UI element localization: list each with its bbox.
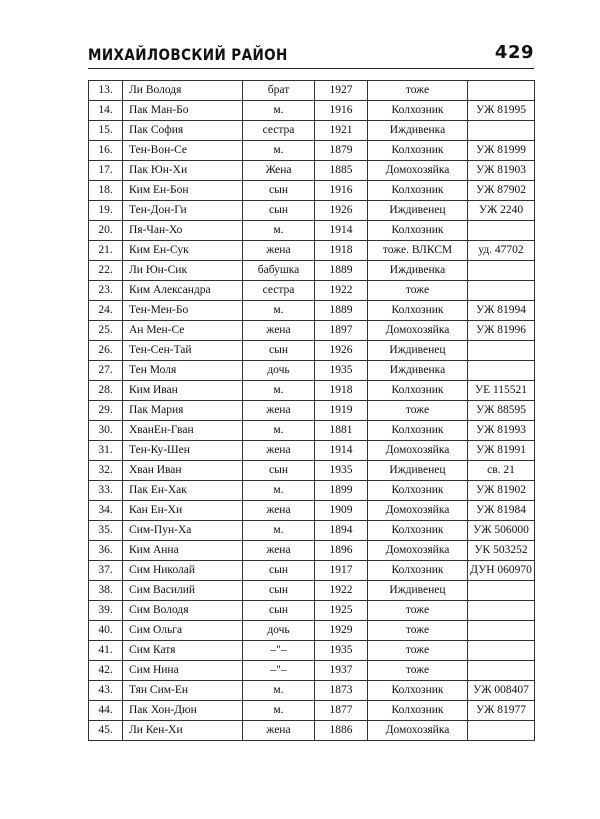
occupation-cell: Домохозяйка	[368, 501, 468, 521]
row-number-cell: 30.	[89, 421, 123, 441]
occupation-cell: Колхозник	[368, 421, 468, 441]
records-table-body	[89, 81, 535, 741]
document-number-cell: УЖ 81994	[468, 301, 535, 321]
table-row	[89, 121, 535, 141]
relation-cell: жена	[243, 401, 315, 421]
person-name-cell: Пак Хон-Дюн	[123, 701, 243, 721]
occupation-cell: тоже	[368, 641, 468, 661]
relation-cell: м.	[243, 101, 315, 121]
birth-year-cell: 1935	[315, 641, 368, 661]
document-number-cell: УЕ 115521	[468, 381, 535, 401]
page-number: 429	[494, 42, 534, 63]
document-number-cell: УЖ 506000	[468, 521, 535, 541]
occupation-cell: Иждивенец	[368, 461, 468, 481]
relation-cell: сын	[243, 201, 315, 221]
relation-cell: м.	[243, 421, 315, 441]
table-row	[89, 401, 535, 421]
person-name-cell: Хван Иван	[123, 461, 243, 481]
person-name-cell: Сим Володя	[123, 601, 243, 621]
birth-year-cell: 1921	[315, 121, 368, 141]
document-number-cell	[468, 721, 535, 741]
relation-cell: сын	[243, 461, 315, 481]
table-row	[89, 301, 535, 321]
row-number-cell: 25.	[89, 321, 123, 341]
row-number-cell: 36.	[89, 541, 123, 561]
table-row	[89, 421, 535, 441]
document-number-cell: уд. 47702	[468, 241, 535, 261]
row-number-cell: 14.	[89, 101, 123, 121]
row-number-cell: 15.	[89, 121, 123, 141]
records-table	[88, 80, 535, 741]
person-name-cell: Тен-Дон-Ги	[123, 201, 243, 221]
occupation-cell: Колхозник	[368, 521, 468, 541]
table-row	[89, 541, 535, 561]
birth-year-cell: 1881	[315, 421, 368, 441]
document-number-cell: УЖ 88595	[468, 401, 535, 421]
occupation-cell: Колхозник	[368, 181, 468, 201]
document-number-cell: УЖ 81991	[468, 441, 535, 461]
header-divider	[88, 68, 534, 69]
occupation-cell: Колхозник	[368, 301, 468, 321]
document-number-cell	[468, 601, 535, 621]
row-number-cell: 39.	[89, 601, 123, 621]
document-number-cell	[468, 581, 535, 601]
relation-cell: жена	[243, 541, 315, 561]
table-row	[89, 441, 535, 461]
occupation-cell: тоже	[368, 621, 468, 641]
table-row	[89, 261, 535, 281]
document-number-cell: УЖ 81999	[468, 141, 535, 161]
birth-year-cell: 1894	[315, 521, 368, 541]
person-name-cell: Ан Мен-Се	[123, 321, 243, 341]
row-number-cell: 22.	[89, 261, 123, 281]
person-name-cell: Пя-Чан-Хо	[123, 221, 243, 241]
table-row	[89, 321, 535, 341]
birth-year-cell: 1926	[315, 201, 368, 221]
table-row	[89, 161, 535, 181]
occupation-cell: Колхозник	[368, 141, 468, 161]
row-number-cell: 17.	[89, 161, 123, 181]
table-row	[89, 581, 535, 601]
relation-cell: сын	[243, 561, 315, 581]
relation-cell: м.	[243, 521, 315, 541]
person-name-cell: Пак Юн-Хи	[123, 161, 243, 181]
document-number-cell: УЖ 81995	[468, 101, 535, 121]
document-number-cell	[468, 361, 535, 381]
occupation-cell: тоже. ВЛКСМ	[368, 241, 468, 261]
document-number-cell	[468, 621, 535, 641]
birth-year-cell: 1925	[315, 601, 368, 621]
relation-cell: сын	[243, 601, 315, 621]
birth-year-cell: 1899	[315, 481, 368, 501]
row-number-cell: 19.	[89, 201, 123, 221]
occupation-cell: тоже	[368, 401, 468, 421]
occupation-cell: Колхозник	[368, 681, 468, 701]
document-number-cell: УЖ 81903	[468, 161, 535, 181]
row-number-cell: 37.	[89, 561, 123, 581]
birth-year-cell: 1914	[315, 441, 368, 461]
table-row	[89, 221, 535, 241]
document-number-cell: УЖ 81993	[468, 421, 535, 441]
occupation-cell: Домохозяйка	[368, 321, 468, 341]
person-name-cell: Тен-Вон-Се	[123, 141, 243, 161]
birth-year-cell: 1922	[315, 281, 368, 301]
occupation-cell: Колхозник	[368, 221, 468, 241]
occupation-cell: Домохозяйка	[368, 441, 468, 461]
table-row	[89, 101, 535, 121]
table-row	[89, 181, 535, 201]
person-name-cell: Ким Иван	[123, 381, 243, 401]
occupation-cell: Иждивенка	[368, 261, 468, 281]
table-row	[89, 461, 535, 481]
occupation-cell: Колхозник	[368, 101, 468, 121]
document-number-cell	[468, 121, 535, 141]
occupation-cell: Домохозяйка	[368, 541, 468, 561]
occupation-cell: Иждивенец	[368, 581, 468, 601]
relation-cell: м.	[243, 381, 315, 401]
table-row	[89, 641, 535, 661]
person-name-cell: Пак Ман-Бо	[123, 101, 243, 121]
relation-cell: м.	[243, 141, 315, 161]
birth-year-cell: 1889	[315, 261, 368, 281]
birth-year-cell: 1926	[315, 341, 368, 361]
birth-year-cell: 1873	[315, 681, 368, 701]
occupation-cell: Домохозяйка	[368, 161, 468, 181]
birth-year-cell: 1929	[315, 621, 368, 641]
person-name-cell: Сим Катя	[123, 641, 243, 661]
birth-year-cell: 1937	[315, 661, 368, 681]
relation-cell: Жена	[243, 161, 315, 181]
relation-cell: м.	[243, 221, 315, 241]
table-row	[89, 481, 535, 501]
person-name-cell: Сим-Пун-Ха	[123, 521, 243, 541]
document-number-cell: УЖ 87902	[468, 181, 535, 201]
table-row	[89, 361, 535, 381]
relation-cell: жена	[243, 321, 315, 341]
document-number-cell	[468, 661, 535, 681]
birth-year-cell: 1916	[315, 181, 368, 201]
occupation-cell: Иждивенка	[368, 361, 468, 381]
document-number-cell: УК 503252	[468, 541, 535, 561]
occupation-cell: тоже	[368, 661, 468, 681]
document-number-cell: УЖ 2240	[468, 201, 535, 221]
person-name-cell: Пак Ен-Хак	[123, 481, 243, 501]
table-row	[89, 381, 535, 401]
row-number-cell: 42.	[89, 661, 123, 681]
relation-cell: м.	[243, 701, 315, 721]
table-row	[89, 341, 535, 361]
relation-cell: жена	[243, 501, 315, 521]
person-name-cell: Сим Василий	[123, 581, 243, 601]
birth-year-cell: 1886	[315, 721, 368, 741]
occupation-cell: Колхозник	[368, 561, 468, 581]
person-name-cell: Тен-Сен-Тай	[123, 341, 243, 361]
birth-year-cell: 1877	[315, 701, 368, 721]
birth-year-cell: 1879	[315, 141, 368, 161]
page-header	[88, 42, 534, 66]
section-title: МИХАЙЛОВСКИЙ РАЙОН	[88, 46, 288, 65]
row-number-cell: 27.	[89, 361, 123, 381]
relation-cell: сын	[243, 181, 315, 201]
birth-year-cell: 1896	[315, 541, 368, 561]
document-number-cell: УЖ 008407	[468, 681, 535, 701]
row-number-cell: 21.	[89, 241, 123, 261]
person-name-cell: Тен Моля	[123, 361, 243, 381]
birth-year-cell: 1918	[315, 241, 368, 261]
document-number-cell	[468, 81, 535, 101]
birth-year-cell: 1885	[315, 161, 368, 181]
person-name-cell: Сим Николай	[123, 561, 243, 581]
row-number-cell: 24.	[89, 301, 123, 321]
table-row	[89, 601, 535, 621]
person-name-cell: ХванЕн-Гван	[123, 421, 243, 441]
row-number-cell: 34.	[89, 501, 123, 521]
table-row	[89, 681, 535, 701]
person-name-cell: Пак София	[123, 121, 243, 141]
row-number-cell: 28.	[89, 381, 123, 401]
person-name-cell: Ким Анна	[123, 541, 243, 561]
person-name-cell: Кан Ен-Хи	[123, 501, 243, 521]
person-name-cell: Ким Александра	[123, 281, 243, 301]
row-number-cell: 29.	[89, 401, 123, 421]
relation-cell: брат	[243, 81, 315, 101]
row-number-cell: 44.	[89, 701, 123, 721]
row-number-cell: 32.	[89, 461, 123, 481]
person-name-cell: Ким Ен-Сук	[123, 241, 243, 261]
person-name-cell: Тен-Мен-Бо	[123, 301, 243, 321]
occupation-cell: Иждивенец	[368, 201, 468, 221]
relation-cell: жена	[243, 441, 315, 461]
document-number-cell	[468, 641, 535, 661]
occupation-cell: Иждивенец	[368, 341, 468, 361]
table-row	[89, 241, 535, 261]
document-number-cell: УЖ 81996	[468, 321, 535, 341]
document-number-cell: УЖ 81977	[468, 701, 535, 721]
person-name-cell: Тян Сим-Ен	[123, 681, 243, 701]
relation-cell: м.	[243, 481, 315, 501]
relation-cell: –"–	[243, 641, 315, 661]
table-row	[89, 621, 535, 641]
document-number-cell	[468, 261, 535, 281]
table-row	[89, 661, 535, 681]
document-number-cell: УЖ 81902	[468, 481, 535, 501]
row-number-cell: 20.	[89, 221, 123, 241]
occupation-cell: Домохозяйка	[368, 721, 468, 741]
birth-year-cell: 1935	[315, 461, 368, 481]
relation-cell: сын	[243, 341, 315, 361]
table-row	[89, 141, 535, 161]
row-number-cell: 31.	[89, 441, 123, 461]
table-row	[89, 701, 535, 721]
row-number-cell: 33.	[89, 481, 123, 501]
relation-cell: сестра	[243, 281, 315, 301]
birth-year-cell: 1889	[315, 301, 368, 321]
row-number-cell: 13.	[89, 81, 123, 101]
document-number-cell: св. 21	[468, 461, 535, 481]
relation-cell: м.	[243, 681, 315, 701]
birth-year-cell: 1927	[315, 81, 368, 101]
row-number-cell: 45.	[89, 721, 123, 741]
relation-cell: дочь	[243, 621, 315, 641]
table-row	[89, 721, 535, 741]
person-name-cell: Ким Ен-Бон	[123, 181, 243, 201]
person-name-cell: Тен-Ку-Шен	[123, 441, 243, 461]
table-row	[89, 201, 535, 221]
birth-year-cell: 1935	[315, 361, 368, 381]
birth-year-cell: 1909	[315, 501, 368, 521]
relation-cell: сын	[243, 581, 315, 601]
occupation-cell: Колхозник	[368, 701, 468, 721]
birth-year-cell: 1917	[315, 561, 368, 581]
row-number-cell: 43.	[89, 681, 123, 701]
occupation-cell: Колхозник	[368, 481, 468, 501]
row-number-cell: 26.	[89, 341, 123, 361]
birth-year-cell: 1919	[315, 401, 368, 421]
person-name-cell: Ли Володя	[123, 81, 243, 101]
document-number-cell: ДУН 060970	[468, 561, 535, 581]
birth-year-cell: 1922	[315, 581, 368, 601]
relation-cell: м.	[243, 301, 315, 321]
person-name-cell: Ли Юн-Сик	[123, 261, 243, 281]
document-number-cell	[468, 341, 535, 361]
relation-cell: сестра	[243, 121, 315, 141]
relation-cell: жена	[243, 721, 315, 741]
table-row	[89, 561, 535, 581]
document-number-cell	[468, 281, 535, 301]
relation-cell: бабушка	[243, 261, 315, 281]
occupation-cell: тоже	[368, 81, 468, 101]
birth-year-cell: 1897	[315, 321, 368, 341]
table-row	[89, 501, 535, 521]
person-name-cell: Сим Ольга	[123, 621, 243, 641]
row-number-cell: 40.	[89, 621, 123, 641]
occupation-cell: тоже	[368, 281, 468, 301]
table-row	[89, 521, 535, 541]
birth-year-cell: 1914	[315, 221, 368, 241]
row-number-cell: 38.	[89, 581, 123, 601]
row-number-cell: 23.	[89, 281, 123, 301]
birth-year-cell: 1916	[315, 101, 368, 121]
document-number-cell: УЖ 81984	[468, 501, 535, 521]
row-number-cell: 41.	[89, 641, 123, 661]
person-name-cell: Ли Кен-Хи	[123, 721, 243, 741]
person-name-cell: Сим Нина	[123, 661, 243, 681]
birth-year-cell: 1918	[315, 381, 368, 401]
relation-cell: дочь	[243, 361, 315, 381]
row-number-cell: 18.	[89, 181, 123, 201]
occupation-cell: Иждивенка	[368, 121, 468, 141]
document-number-cell	[468, 221, 535, 241]
relation-cell: –"–	[243, 661, 315, 681]
table-row	[89, 81, 535, 101]
relation-cell: жена	[243, 241, 315, 261]
row-number-cell: 35.	[89, 521, 123, 541]
table-row	[89, 281, 535, 301]
row-number-cell: 16.	[89, 141, 123, 161]
occupation-cell: Колхозник	[368, 381, 468, 401]
occupation-cell: тоже	[368, 601, 468, 621]
person-name-cell: Пак Мария	[123, 401, 243, 421]
